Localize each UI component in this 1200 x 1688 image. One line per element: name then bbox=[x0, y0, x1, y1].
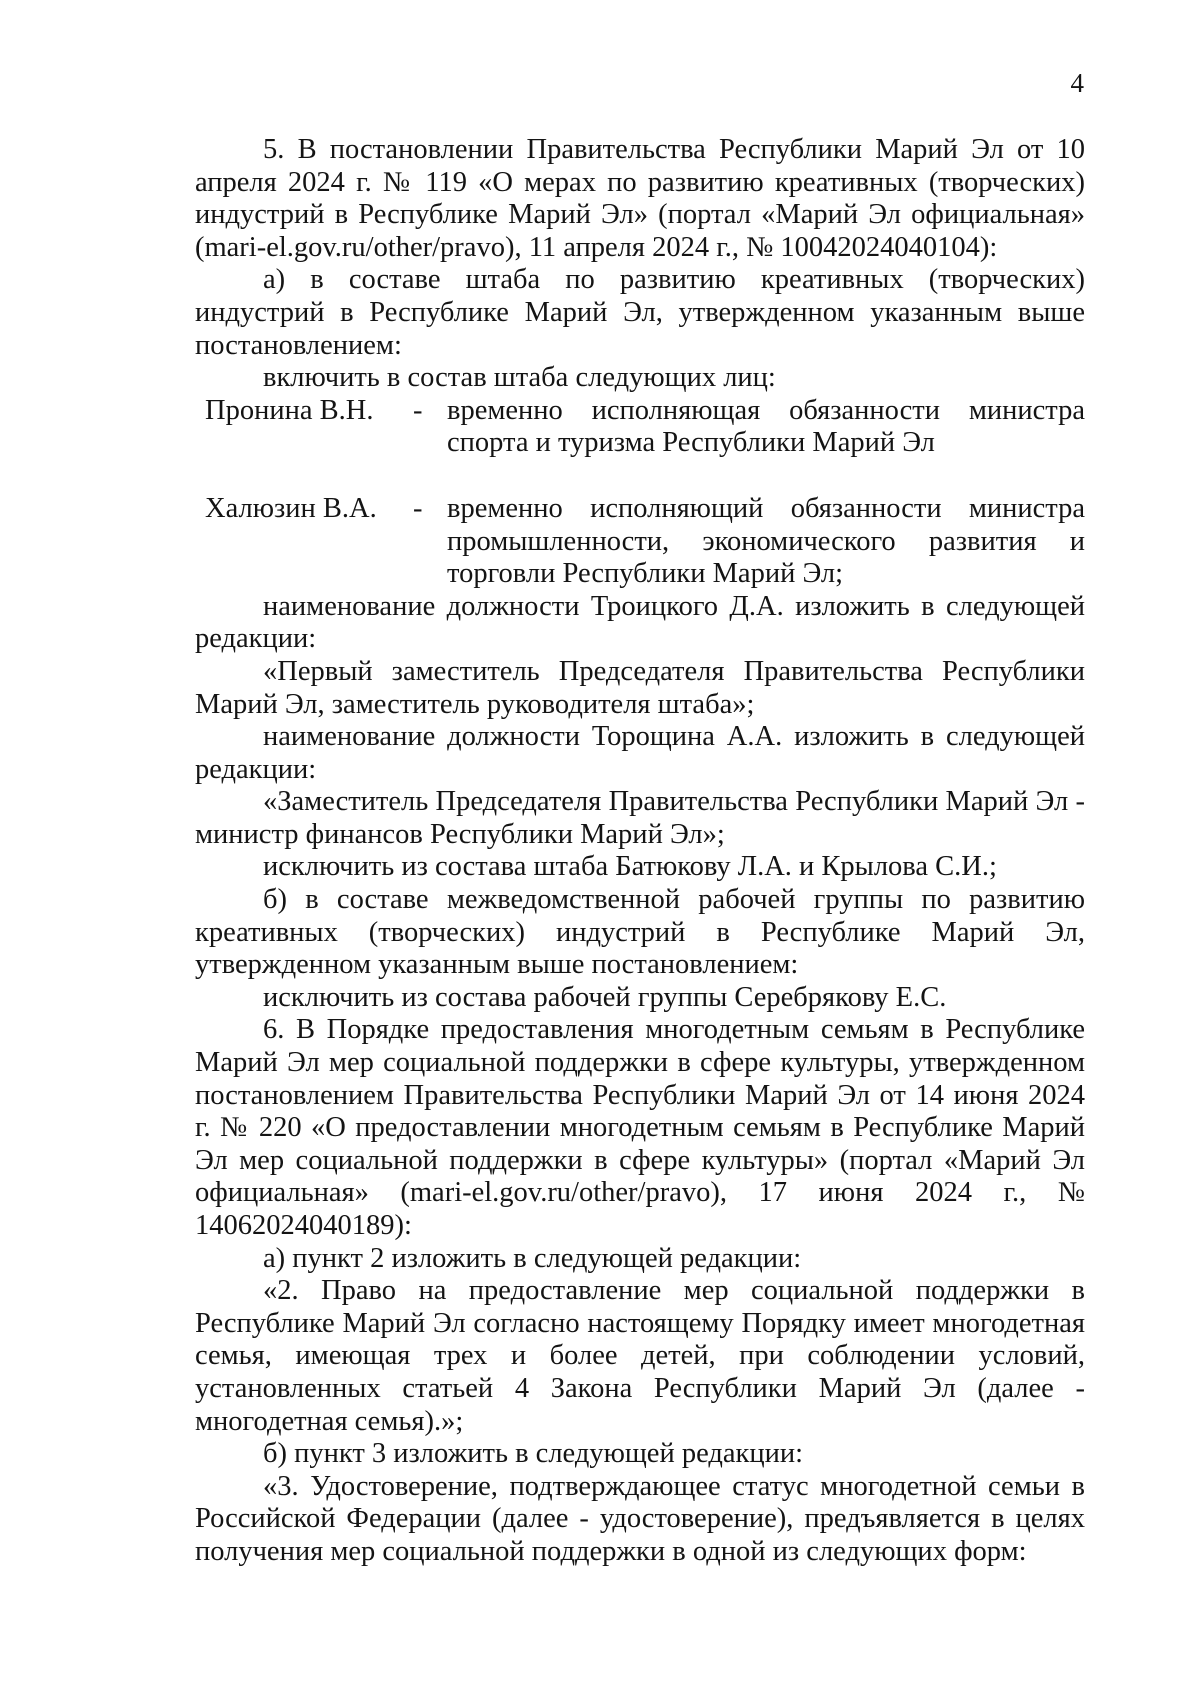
paragraph-6-a: а) пункт 2 изложить в следующей редакции: bbox=[263, 1242, 802, 1274]
paragraph-toroshchin-intro: наименование должности Торощина А.А. изложить в следующей редакции: bbox=[195, 721, 1085, 785]
staff-member-role: временно исполняющий обязанности министра промышленности, экономического развития и торговли Республики Марий Эл; bbox=[447, 492, 1085, 590]
staff-member-entry bbox=[195, 493, 1085, 591]
paragraph-5-a-include: включить в состав штаба следующих лиц: bbox=[263, 362, 776, 394]
staff-member-name: Пронина В.Н. bbox=[205, 394, 374, 426]
paragraph-5-b: б) в составе межведомственной рабочей группы по развитию креативных (творческих) индустрий в Республике Марий Эл, утвержденном указанным выше постановлением: bbox=[195, 884, 1085, 981]
spacer bbox=[195, 460, 1085, 493]
paragraph-5-a: а) в составе штаба по развитию креативных (творческих) индустрий в Республике Марий Эл, утвержденном указанным выше постановлением: bbox=[195, 264, 1085, 361]
paragraph-exclude-staff: исключить из состава штаба Батюкову Л.А. и Крылова С.И.; bbox=[263, 851, 997, 883]
staff-member-role: временно исполняющая обязанности министра спорта и туризма Республики Марий Эл bbox=[447, 394, 1085, 459]
staff-member-name: Халюзин В.А. bbox=[205, 492, 377, 524]
document-body bbox=[195, 134, 1085, 1569]
paragraph-exclude-group: исключить из состава рабочей группы Серебрякову Е.С. bbox=[263, 981, 947, 1013]
paragraph-6-intro: 6. В Порядке предоставления многодетным семьям в Республике Марий Эл мер социальной поддержки в сфере культуры, утвержденном постановлением Правительства Республики Марий Эл от 14 июня 2024 г. № 220 «О предоставлении многодетным семьям в Республике Марий Эл мер социальной поддержки в сфере культуры» (портал «Марий Эл официальная» (mari-el.gov.ru/other/pravo), 17 июня 2024 г., № 14062024040189): bbox=[195, 1014, 1085, 1241]
staff-member-dash: - bbox=[413, 492, 423, 524]
paragraph-troitsky-intro: наименование должности Троицкого Д.А. изложить в следующей редакции: bbox=[195, 590, 1085, 655]
paragraph-6-b: б) пункт 3 изложить в следующей редакции: bbox=[263, 1438, 804, 1470]
page-number: 4 bbox=[1070, 68, 1084, 98]
staff-member-entry bbox=[195, 395, 1085, 460]
staff-member-dash: - bbox=[413, 394, 423, 426]
paragraph-6-b-text: «3. Удостоверение, подтверждающее статус многодетной семьи в Российской Федерации (далее - удостоверение), предъявляется в целях получения мер социальной поддержки в одной из следующих форм: bbox=[195, 1470, 1085, 1567]
paragraph-6-a-text: «2. Право на предоставление мер социальной поддержки в Республике Марий Эл согласно настоящему Порядку имеет многодетная семья, имеющая трех и более детей, при соблюдении условий, установленных статьей 4 Закона Республики Марий Эл (далее - многодетная семья).»; bbox=[195, 1275, 1085, 1437]
paragraph-troitsky-title: «Первый заместитель Председателя Правительства Республики Марий Эл, заместитель руководителя штаба»; bbox=[195, 655, 1085, 720]
paragraph-5-intro: 5. В постановлении Правительства Республики Марий Эл от 10 апреля 2024 г. № 119 «О мерах по развитию креативных (творческих) индустрий в Республике Марий Эл» (портал «Марий Эл официальная» (mari-el.gov.ru/other/pravo), 11 апреля 2024 г., № 10042024040104): bbox=[195, 134, 1085, 263]
paragraph-toroshchin-title: «Заместитель Председателя Правительства Республики Марий Эл - министр финансов Республики Марий Эл»; bbox=[195, 786, 1085, 850]
